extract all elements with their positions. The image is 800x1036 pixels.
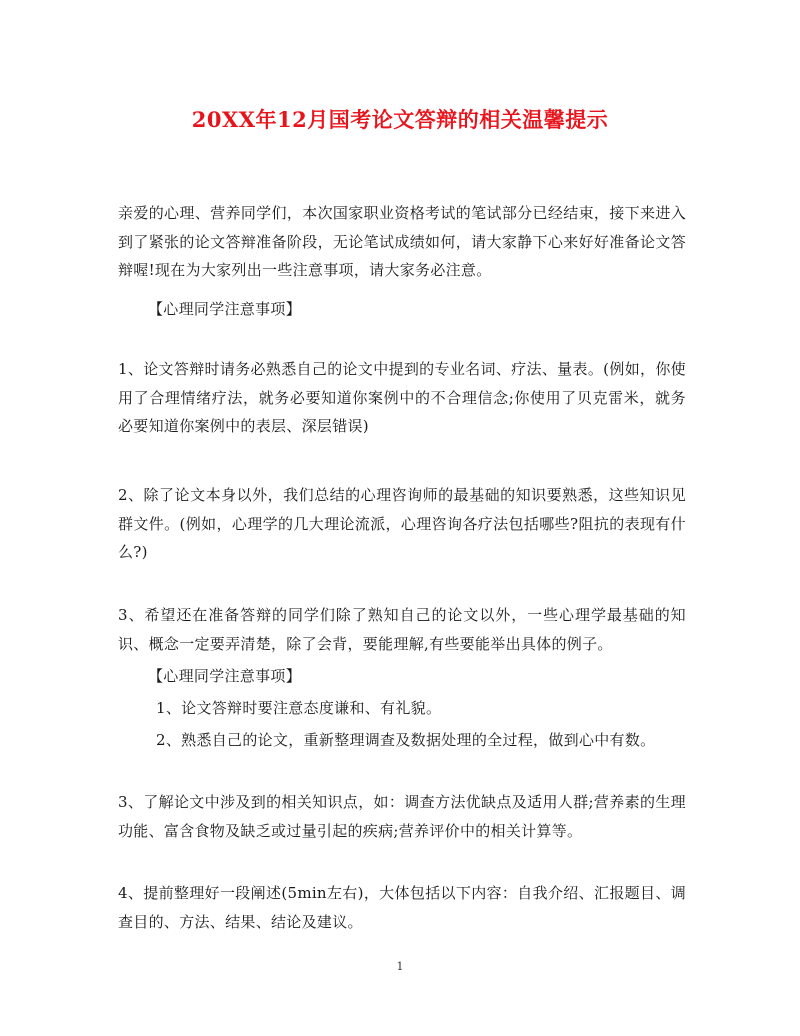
list-item: 3、了解论文中涉及到的相关知识点，如：调查方法优缺点及适用人群;营养素的生理功能、富含食物及缺乏或过量引起的疾病;营养评价中的相关计算等。 <box>118 793 686 840</box>
list-item: 3、希望还在准备答辩的同学们除了熟知自己的论文以外，一些心理学最基础的知识、概念一定要弄清楚，除了会背，要能理解,有些要能举出具体的例子。 <box>118 606 686 653</box>
section-heading-psychology: 【心理同学注意事项】 <box>148 300 302 318</box>
document-title: 20XX年12月国考论文答辩的相关温馨提示 <box>191 107 609 132</box>
list-item: 4、提前整理好一段阐述(5min左右)，大体包括以下内容：自我介绍、汇报题目、调查目的、方法、结果、结论及建议。 <box>118 884 686 931</box>
intro-paragraph: 亲爱的心理、营养同学们，本次国家职业资格考试的笔试部分已经结束，接下来进入到了紧张的论文答辩准备阶段，无论笔试成绩如何，请大家静下心来好好准备论文答辩喔!现在为大家列出一些注意事项，请大家务必注意。 <box>118 204 686 279</box>
list-item: 2、除了论文本身以外，我们总结的心理咨询师的最基础的知识要熟悉，这些知识见群文件。(例如，心理学的几大理论流派，心理咨询各疗法包括哪些?阻抗的表现有什么?) <box>118 486 686 561</box>
sub-list-item: 2、熟悉自己的论文，重新整理调查及数据处理的全过程，做到心中有数。 <box>156 731 656 749</box>
section-heading-psychology-2: 【心理同学注意事项】 <box>148 667 302 685</box>
list-item: 1、论文答辩时请务必熟悉自己的论文中提到的专业名词、疗法、量表。(例如，你使用了合理情绪疗法，就务必要知道你案例中的不合理信念;你使用了贝克雷米，就务必要知道你案例中的表层、深层错误) <box>118 360 686 435</box>
page-number: 1 <box>396 960 404 973</box>
sub-list-item: 1、论文答辩时要注意态度谦和、有礼貌。 <box>156 699 442 717</box>
